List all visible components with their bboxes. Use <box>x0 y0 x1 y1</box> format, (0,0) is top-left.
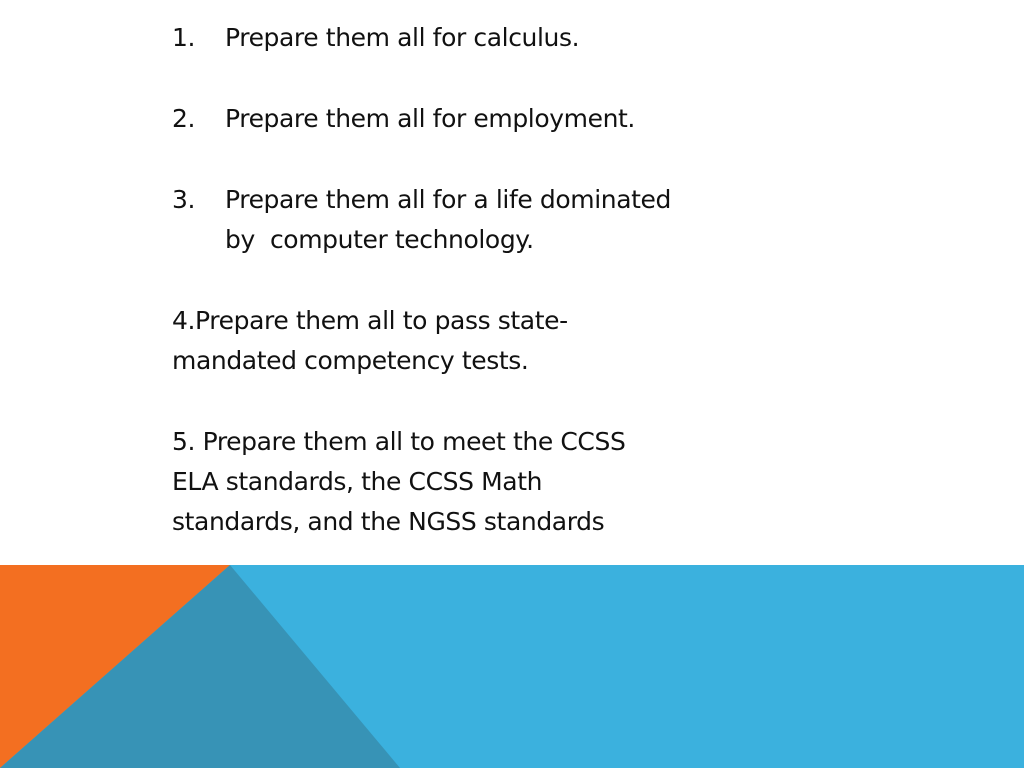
list-item-5 <box>172 422 772 542</box>
list-text: standards, and the NGSS standards <box>172 507 605 536</box>
list-text: ELA standards, the CCSS Math <box>172 467 543 496</box>
list-number: 3. <box>172 185 196 214</box>
footer-shapes <box>0 565 1024 768</box>
list-text: Prepare them all for calculus. <box>225 23 580 52</box>
list-item-2 <box>172 99 772 139</box>
list-number: 2. <box>172 104 196 133</box>
list-text: 5. Prepare them all to meet the CCSS <box>172 427 626 456</box>
decorative-footer-band <box>0 565 1024 768</box>
list-item-3 <box>172 180 772 260</box>
list-text: 4.Prepare them all to pass state- <box>172 306 568 335</box>
list-text: Prepare them all for employment. <box>225 104 635 133</box>
list-number: 1. <box>172 23 196 52</box>
list-text: mandated competency tests. <box>172 346 529 375</box>
list-item-1 <box>172 18 772 58</box>
list-item-4 <box>172 301 772 381</box>
list-text: by computer technology. <box>225 225 534 254</box>
list-text: Prepare them all for a life dominated <box>225 185 671 214</box>
slide-body <box>172 18 772 583</box>
